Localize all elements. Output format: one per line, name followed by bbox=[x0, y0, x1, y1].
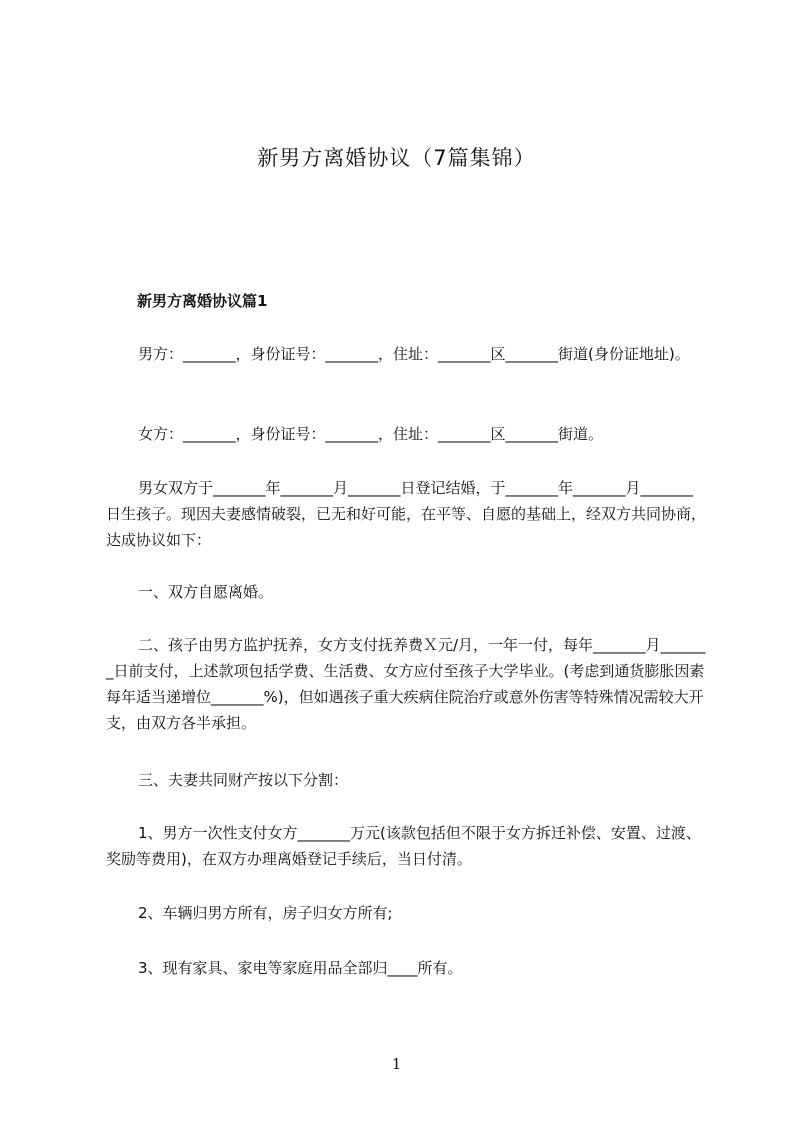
section-heading: 新男方离婚协议篇1 bbox=[137, 292, 268, 310]
paragraph-text: 男女双方于_______年_______月_______日登记结婚，于_______年_______月_______日生孩子。现因夫妻感情破裂，已无和好可能，在平等、自愿的基础上，经双方共同协商，达成协议如下： bbox=[106, 479, 707, 549]
paragraph-wife-info bbox=[106, 421, 706, 447]
paragraph-clause-three bbox=[106, 767, 706, 793]
paragraph-text: 二、孩子由男方监护抚养，女方支付抚养费Ｘ元/月，一年一付，每年_______月_______日前支付，上述款项包括学费、生活费、女方应付至孩子大学毕业。(考虑到通货膨胀因素每年适当递增位_______%)，但如遇孩子重大疾病住院治疗或意外伤害等特殊情况需较大开支，由双方各半承担。 bbox=[106, 636, 706, 732]
paragraph-text: 2、车辆归男方所有，房子归女方所有; bbox=[138, 904, 393, 922]
paragraph-text: 一、双方自愿离婚。 bbox=[138, 583, 274, 601]
paragraph-text: 1、男方一次性支付女方_______万元(该款包括但不限于女方拆迁补偿、安置、过渡、奖励等费用)，在双方办理离婚登记手续后，当日付清。 bbox=[106, 824, 701, 868]
paragraph-text: 男方：_______，身份证号：_______，住址：_______区_______街道(身份证地址)。 bbox=[138, 345, 690, 363]
page-number: 1 bbox=[391, 1055, 402, 1073]
paragraph-text: 三、夫妻共同财产按以下分割： bbox=[138, 771, 349, 789]
paragraph-item-one bbox=[106, 820, 706, 872]
paragraph-text: 女方：_______，身份证号：_______，住址：_______区_______街道。 bbox=[138, 425, 604, 443]
paragraph-item-two bbox=[106, 900, 706, 926]
paragraph-clause-two bbox=[106, 632, 706, 736]
paragraph-text: 3、现有家具、家电等家庭用品全部归____所有。 bbox=[138, 959, 463, 977]
paragraph-item-three bbox=[106, 955, 706, 981]
paragraph-clause-one bbox=[106, 579, 706, 605]
document-title: 新男方离婚协议（7篇集锦） bbox=[257, 146, 536, 170]
paragraph-marriage-info bbox=[106, 475, 706, 553]
paragraph-husband-info bbox=[106, 341, 706, 367]
